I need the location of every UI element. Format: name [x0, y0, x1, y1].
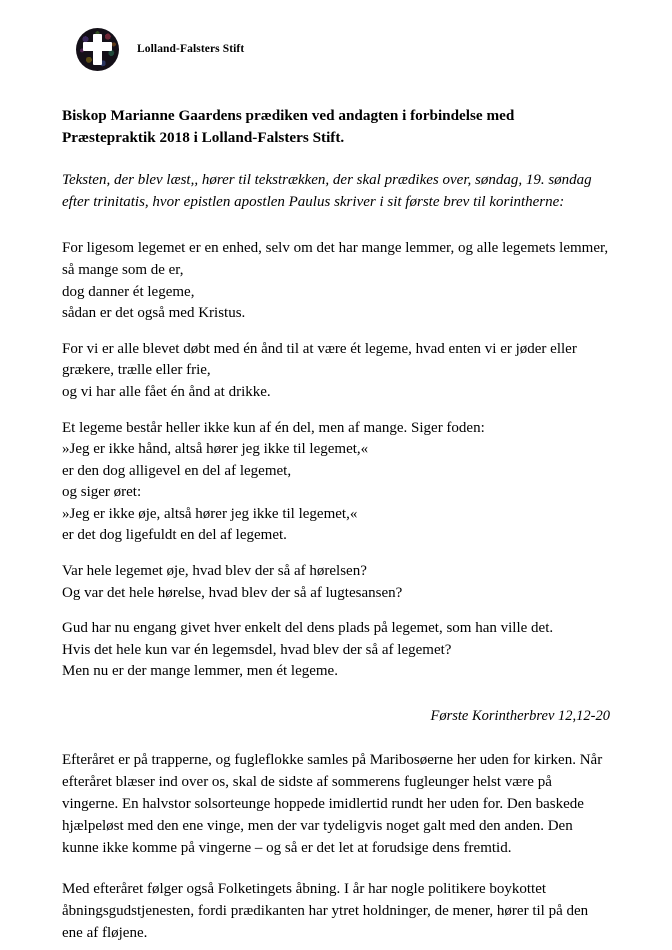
scripture-stanza: [62, 418, 610, 548]
scripture-line: »Jeg er ikke øje, altså hører jeg ikke til legemet,«: [62, 505, 358, 522]
sermon-body: [62, 749, 610, 944]
scripture-stanza: [62, 618, 610, 683]
scripture-line: er det dog ligefuldt en del af legemet.: [62, 527, 287, 544]
introduction-paragraph: Teksten, der blev læst,, hører til tekstrækken, der skal prædikes over, søndag, 19. søndag efter trinitatis, hvor epistlen apostlen Paulus skriver i sit første brev til korintherne:: [62, 172, 592, 210]
scripture-line: og siger øret:: [62, 484, 142, 501]
sermon-paragraph: Med efteråret følger også Folketingets åbning. I år har nogle politikere boykottet åbningsgudstjenesten, fordi prædikanten har ytret holdninger, de mener, hører til på den ene af fløjene.: [62, 881, 589, 942]
sermon-paragraph: Efteråret er på trapperne, og fugleflokke samles på Maribosøerne her uden for kirken. Når efteråret blæser ind over os, skal de sidste af sommerens fugleunger helst være på vingerne. En halvstor solsorteunge hoppede imidlertid rundt her uden for. Den baskede hjælpeløst med den ene vinge, men der var tydeligvis noget galt med den anden. Den kunne ikke komme på vingerne – og så er det let at forudsige dens fremtid.: [62, 752, 603, 857]
cross-horizontal-bar: [83, 42, 112, 51]
scripture-passage: [62, 238, 610, 683]
letterhead: [62, 0, 610, 71]
scripture-line: For ligesom legemet er en enhed, selv om det har mange lemmer, og alle legemets lemmer, så mange som de er,: [62, 240, 609, 278]
organization-name: Lolland-Falsters Stift: [137, 43, 245, 55]
scripture-line: Var hele legemet øje, hvad blev der så af hørelsen?: [62, 563, 367, 580]
scripture-line: »Jeg er ikke hånd, altså hører jeg ikke til legemet,«: [62, 441, 369, 458]
scripture-line: sådan er det også med Kristus.: [62, 305, 246, 322]
page-title: Biskop Marianne Gaardens prædiken ved andagten i forbindelse med Præstepraktik 2018 i Lolland-Falsters Stift.: [62, 107, 515, 146]
scripture-line: er den dog alligevel en del af legemet,: [62, 462, 292, 479]
scripture-line: For vi er alle blevet døbt med én ånd til at være ét legeme, hvad enten vi er jøder eller grækere, trælle eller frie,: [62, 340, 577, 379]
scripture-stanza: [62, 238, 610, 324]
scripture-stanza: [62, 339, 610, 404]
scripture-citation: Første Korintherbrev 12,12-20: [430, 708, 610, 725]
scripture-line: Men nu er der mange lemmer, men ét legeme.: [62, 663, 338, 680]
scripture-line: og vi har alle fået én ånd at drikke.: [62, 383, 271, 400]
scripture-line: Gud har nu engang givet hver enkelt del dens plads på legemet, som han ville det.: [62, 620, 554, 637]
scripture-line: Og var det hele hørelse, hvad blev der så af lugtesansen?: [62, 584, 403, 601]
document-content: [62, 0, 610, 944]
diocese-cross-emblem-icon: [76, 28, 119, 71]
scripture-line: Hvis det hele kun var én legemsdel, hvad blev der så af legemet?: [62, 641, 452, 658]
scripture-line: Et legeme består heller ikke kun af én del, men af mange. Siger foden:: [62, 419, 485, 436]
scripture-stanza: [62, 561, 610, 604]
scripture-line: dog danner ét legeme,: [62, 283, 195, 300]
